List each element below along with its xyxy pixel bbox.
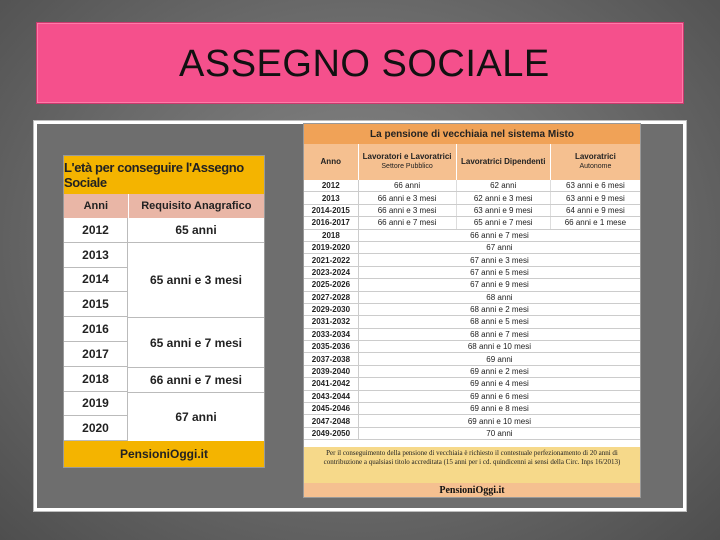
table-row	[304, 279, 640, 291]
right-year-cell: 2016-2017	[304, 217, 359, 228]
right-value-cell: 70 anni	[486, 429, 513, 438]
table-row	[304, 192, 640, 204]
right-value-cell: 68 anni e 5 mesi	[470, 317, 529, 327]
right-year-cell: 2029-2030	[304, 304, 359, 315]
right-value-cell: 64 anni e 9 mesi	[566, 205, 625, 215]
right-header-main: Lavoratrici	[574, 152, 616, 161]
assegno-sociale-table	[63, 155, 265, 468]
right-value-cell: 68 anni e 10 mesi	[467, 342, 531, 352]
right-table-footer: PensioniOggi.it	[304, 483, 640, 497]
right-value-cell: 66 anni e 7 mesi	[470, 230, 529, 240]
table-row	[304, 428, 640, 440]
right-value-cell: 68 anni e 2 mesi	[470, 305, 529, 315]
left-requirement-cell: 65 anni	[128, 218, 264, 243]
left-year-cell: 2016	[64, 317, 128, 342]
right-value-cell: 66 anni e 3 mesi	[359, 192, 457, 203]
right-table-title: La pensione di vecchiaia nel sistema Misto	[304, 124, 640, 144]
left-table-footer: PensioniOggi.it	[64, 441, 264, 467]
right-value-cell: 67 anni e 3 mesi	[470, 255, 529, 265]
right-value-cell: 69 anni e 2 mesi	[470, 367, 529, 377]
table-row	[304, 316, 640, 328]
right-year-cell: 2047-2048	[304, 415, 359, 426]
right-year-cell: 2041-2042	[304, 378, 359, 389]
right-year-cell: 2027-2028	[304, 292, 359, 303]
right-header-sub: Settore Pubblico	[381, 163, 433, 170]
left-table-header	[64, 194, 264, 218]
right-value-cell: 63 anni e 6 mesi	[566, 181, 625, 191]
left-year-cell: 2015	[64, 292, 128, 317]
right-header-cell	[457, 144, 551, 180]
right-value-cell: 63 anni e 9 mesi	[457, 205, 551, 216]
right-header-cell	[551, 144, 640, 180]
right-header-cell	[359, 144, 457, 180]
table-row	[304, 366, 640, 378]
table-row	[304, 378, 640, 390]
right-year-cell: 2043-2044	[304, 391, 359, 402]
right-year-cell: 2033-2034	[304, 329, 359, 340]
table-row	[304, 267, 640, 279]
table-row	[304, 329, 640, 341]
table-row	[304, 403, 640, 415]
right-year-cell: 2045-2046	[304, 403, 359, 414]
right-year-cell: 2018	[304, 230, 359, 241]
table-row	[304, 180, 640, 192]
left-years-column	[64, 218, 128, 441]
left-year-cell: 2014	[64, 268, 128, 293]
left-year-cell: 2018	[64, 367, 128, 392]
left-requirement-cell: 66 anni e 7 mesi	[128, 368, 264, 393]
left-table-title: L'età per conseguire l'Assegno Sociale	[64, 156, 264, 194]
table-row	[304, 304, 640, 316]
right-value-cell: 66 anni	[359, 180, 457, 191]
right-value-cell: 69 anni e 8 mesi	[470, 404, 529, 414]
right-value-cell: 62 anni	[457, 180, 551, 191]
right-value-cell: 69 anni e 6 mesi	[470, 391, 529, 401]
right-year-cell: 2039-2040	[304, 366, 359, 377]
table-row	[304, 230, 640, 242]
right-header-main: Lavoratori e Lavoratrici	[362, 152, 452, 161]
right-header-main: Lavoratrici Dipendenti	[460, 157, 546, 166]
left-requirement-cell: 67 anni	[175, 410, 217, 424]
right-year-cell: 2021-2022	[304, 254, 359, 265]
table-row	[304, 353, 640, 365]
slide-title-band	[36, 22, 684, 104]
left-year-cell: 2019	[64, 392, 128, 417]
right-year-cell: 2014-2015	[304, 205, 359, 216]
right-value-cell: 66 anni e 3 mesi	[359, 205, 457, 216]
right-value-cell: 67 anni	[486, 243, 513, 253]
table-row	[304, 415, 640, 427]
pensione-vecchiaia-table	[303, 123, 641, 498]
right-year-cell: 2031-2032	[304, 316, 359, 327]
slide-title: ASSEGNO SOCIALE	[179, 43, 550, 85]
right-year-cell: 2025-2026	[304, 279, 359, 290]
right-value-cell: 65 anni e 7 mesi	[457, 217, 551, 228]
right-value-cell: 67 anni e 5 mesi	[470, 267, 529, 277]
right-value-cell: 63 anni e 9 mesi	[566, 193, 625, 203]
left-header-requisito: Requisito Anagrafico	[141, 200, 252, 212]
right-year-cell: 2023-2024	[304, 267, 359, 278]
right-value-cell: 69 anni e 4 mesi	[470, 379, 529, 389]
right-value-cell: 68 anni	[486, 292, 513, 302]
table-row	[304, 341, 640, 353]
right-table-rows	[304, 180, 640, 440]
left-header-anni: Anni	[64, 194, 129, 218]
table-row	[304, 205, 640, 217]
left-year-cell: 2013	[64, 243, 128, 268]
right-header-main: Anno	[320, 157, 341, 166]
right-year-cell: 2013	[304, 192, 359, 203]
right-value-cell: 68 anni e 7 mesi	[470, 329, 529, 339]
right-year-cell: 2037-2038	[304, 353, 359, 364]
right-header-sub: Autonome	[579, 163, 612, 170]
right-table-note: Per il conseguimento della pensione di vecchiaia è richiesto il contestuale perfezionamento di 20 anni di contribuzione a qualsiasi titolo accreditata (15 anni per i cd. quindicenni ai sensi della Circ. Inps 16/2013)	[304, 447, 640, 483]
right-value-cell: 62 anni e 3 mesi	[457, 192, 551, 203]
left-year-cell: 2012	[64, 218, 128, 243]
left-requirement-cell: 65 anni e 3 mesi	[128, 243, 264, 318]
table-row	[304, 217, 640, 229]
right-year-cell: 2012	[304, 180, 359, 191]
right-value-cell: 66 anni e 7 mesi	[359, 217, 457, 228]
table-row	[304, 292, 640, 304]
left-requirement-cell: 65 anni e 7 mesi	[128, 318, 264, 368]
table-row	[304, 242, 640, 254]
right-value-cell: 69 anni e 10 mesi	[467, 416, 531, 426]
right-value-cell: 67 anni e 9 mesi	[470, 280, 529, 290]
right-header-cell	[304, 144, 359, 180]
right-year-cell: 2035-2036	[304, 341, 359, 352]
right-value-cell: 66 anni e 1 mese	[564, 218, 627, 228]
left-year-cell: 2020	[64, 416, 128, 441]
right-year-cell: 2019-2020	[304, 242, 359, 253]
table-row	[304, 391, 640, 403]
table-row	[304, 254, 640, 266]
left-year-cell: 2017	[64, 342, 128, 367]
right-table-header	[304, 144, 640, 180]
right-value-cell: 69 anni	[486, 354, 513, 364]
right-year-cell: 2049-2050	[304, 428, 359, 439]
